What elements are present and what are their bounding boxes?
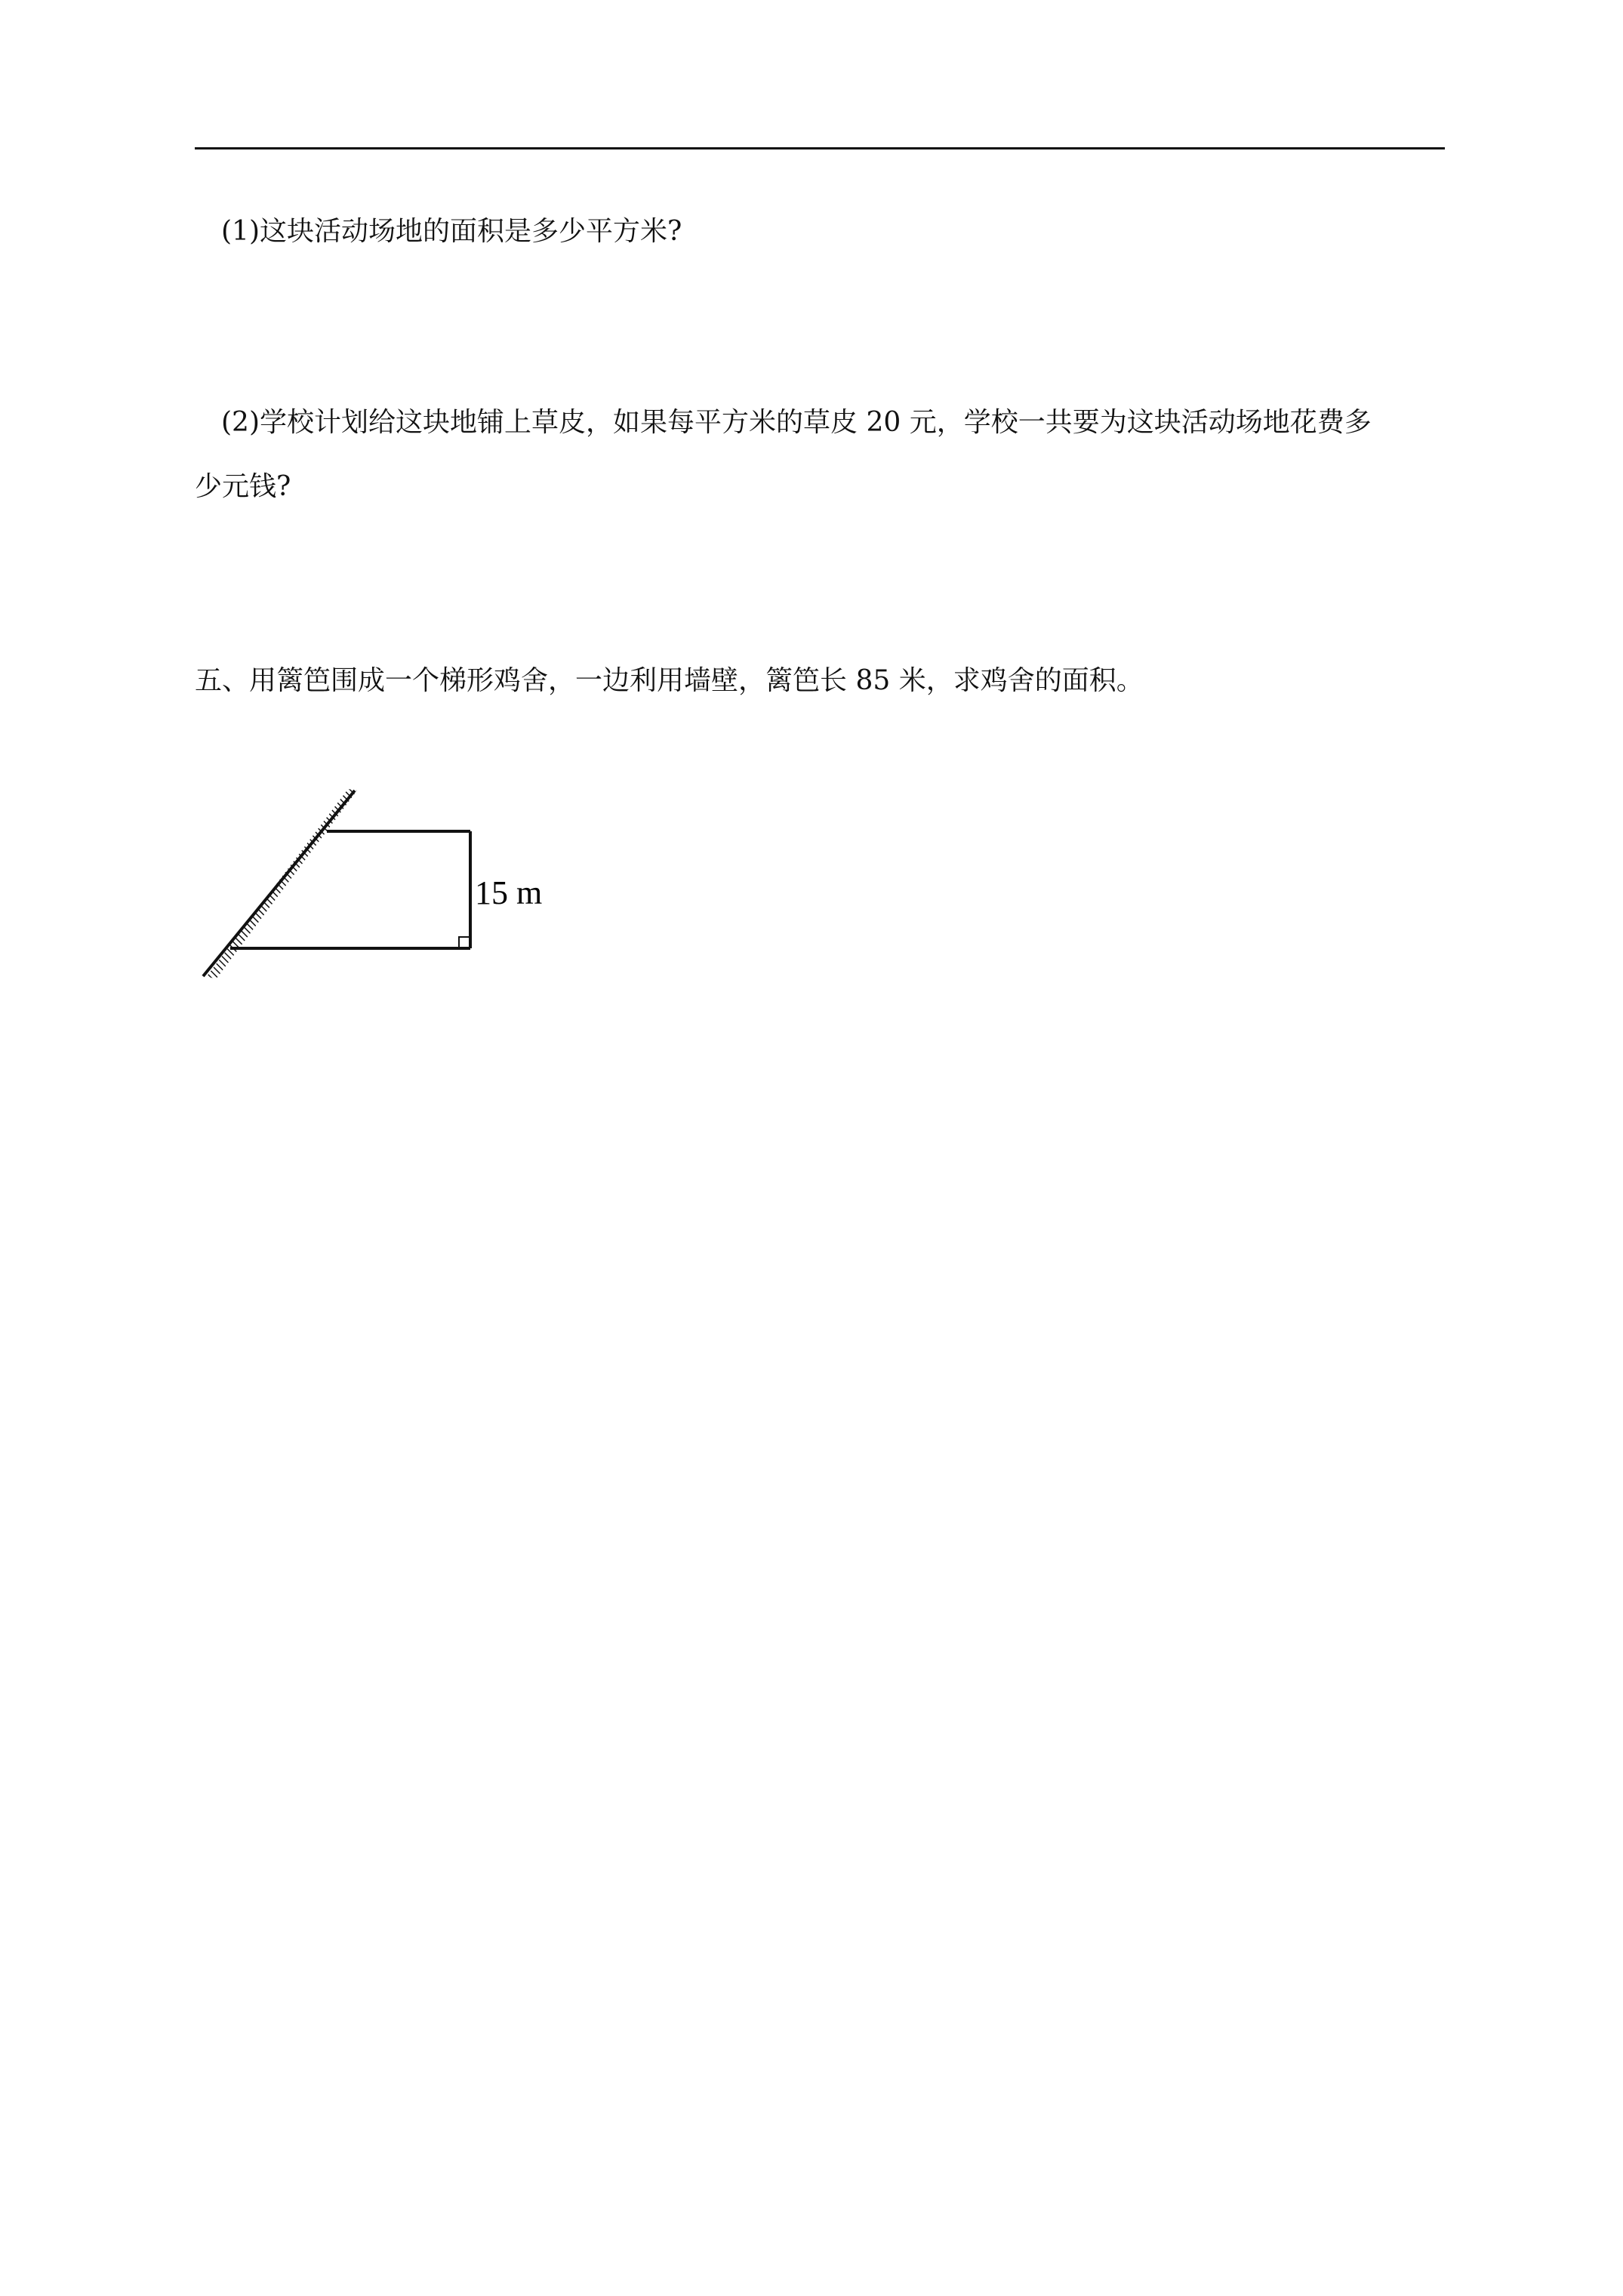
question-4-part-2-line-1: (2)学校计划给这块地铺上草皮，如果每平方米的草皮 20 元，学校一共要为这块活动场地花费多: [221, 407, 1372, 438]
question-4-part-1: (1)这块活动场地的面积是多少平方米?: [221, 216, 682, 247]
trapezoid-coop-figure: [192, 774, 570, 997]
right-angle-marker: [459, 937, 470, 948]
height-label: 15 m: [475, 874, 543, 911]
question-5: 五、用篱笆围成一个梯形鸡舍，一边利用墙壁，篱笆长 85 米，求鸡舍的面积。: [195, 665, 1144, 696]
question-4-part-2-line-2: 少元钱?: [195, 471, 291, 502]
header-rule: [195, 147, 1445, 149]
